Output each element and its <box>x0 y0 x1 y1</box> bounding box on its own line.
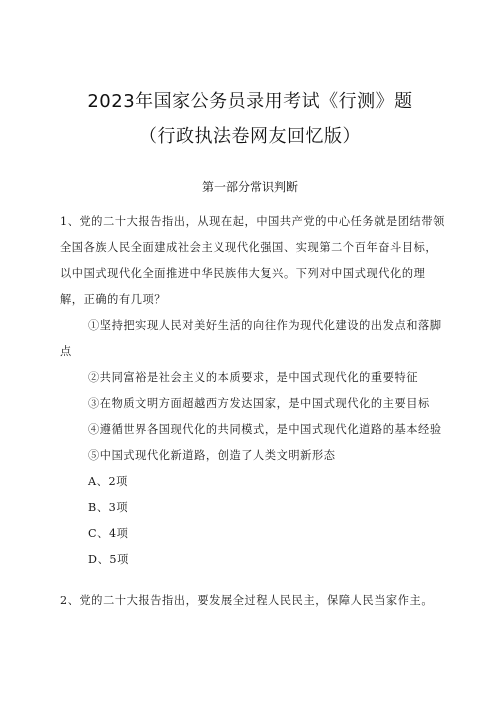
question-1-statement-1: ①坚持把实现人民对美好生活的向往作为现代化建设的出发点和落脚点 <box>60 319 442 358</box>
section-heading: 第一部分常识判断 <box>201 180 298 194</box>
document-subtitle: （行政执法卷网友回忆版） <box>139 126 361 147</box>
question-2-stem: 2、党的二十大报告指出，要发展全过程人民民主，保障人民当家作主。 <box>60 594 434 607</box>
question-1-option-d: D、5项 <box>88 553 129 566</box>
document-title: 2023年国家公务员录用考试《行测》题 <box>87 91 413 112</box>
question-1-statement-3: ③在物质文明方面超越西方发达国家，是中国式现代化的主要目标 <box>88 397 430 410</box>
question-1-statement-5: ⑤中国式现代化新道路，创造了人类文明新形态 <box>88 449 336 462</box>
question-1-stem: 1、党的二十大报告指出，从现在起，中国共产党的中心任务就是团结带领全国各族人民全面建成社会主义现代化强国、实现第二个百年奋斗目标，以中国式现代化全面推进中华民族伟大复兴。下列对中国式现代化的理解，正确的有几项？ <box>60 215 445 306</box>
question-1-option-c: C、4项 <box>88 527 129 540</box>
question-1 <box>60 209 445 573</box>
question-2 <box>60 588 445 614</box>
question-1-option-a: A、2项 <box>88 475 128 488</box>
question-1-statement-4: ④遵循世界各国现代化的共同模式，是中国式现代化道路的基本经验 <box>88 423 442 436</box>
question-1-statement-2: ②共同富裕是社会主义的本质要求，是中国式现代化的重要特征 <box>88 371 419 384</box>
question-1-option-b: B、3项 <box>88 501 129 514</box>
